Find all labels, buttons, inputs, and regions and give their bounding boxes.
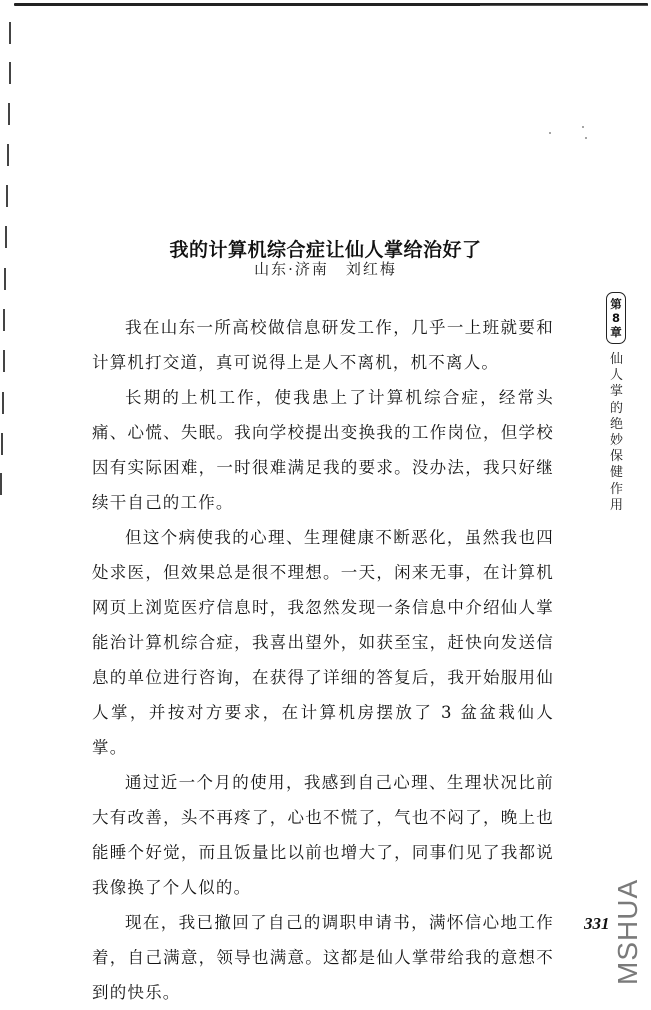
paragraph: 但这个病使我的心理、生理健康不断恶化，虽然我也四处求医，但效果总是很不理想。一天，闲来无事，在计算机网页上浏览医疗信息时，我忽然发现一条信息中介绍仙人掌能治计算机综合症，我喜出望外，如获至宝，赶快向发送信息的单位进行咨询，在获得了详细的答复后，我开始服用仙人掌，并按对方要求，在计算机房摆放了 3 盆盆栽仙人掌。 bbox=[92, 528, 554, 757]
binding-mark bbox=[3, 350, 5, 372]
scan-speck bbox=[585, 137, 587, 139]
chapter-tab-suffix: 章 bbox=[610, 325, 622, 339]
article-title: 我的计算机综合症让仙人掌给治好了 bbox=[169, 238, 482, 261]
chapter-tab-prefix: 第 bbox=[610, 297, 622, 311]
binding-mark bbox=[6, 185, 8, 207]
chapter-tab bbox=[606, 292, 626, 344]
paragraph: 我在山东一所高校做信息研发工作，几乎一上班就要和计算机打交道，真可说得上是人不离机，机不离人。 bbox=[92, 318, 554, 372]
binding-mark bbox=[7, 144, 9, 166]
article-byline: 山东·济南 刘红梅 bbox=[254, 260, 397, 278]
chapter-tab-number: 8 bbox=[611, 311, 620, 325]
binding-mark bbox=[9, 62, 11, 84]
paragraph: 通过近一个月的使用，我感到自己心理、生理状况比前大有改善，头不再疼了，心也不慌了，气也不闷了，晚上也能睡个好觉，而且饭量比以前也增大了，同事们见了我都说我像换了个人似的。 bbox=[92, 773, 554, 897]
paragraph: 长期的上机工作，使我患上了计算机综合症，经常头痛、心慌、失眠。我向学校提出变换我的工作岗位，但学校因有实际困难，一时很难满足我的要求。没办法，我只好继续干自己的工作。 bbox=[92, 388, 554, 512]
binding-mark bbox=[1, 433, 3, 455]
binding-mark bbox=[3, 309, 5, 331]
binding-mark bbox=[8, 103, 10, 125]
binding-mark bbox=[0, 473, 2, 495]
chapter-running-title: 仙人掌的绝妙保健作用 bbox=[609, 352, 623, 513]
scan-speck bbox=[582, 126, 584, 128]
paragraph: 现在，我已撤回了自己的调职申请书，满怀信心地工作着，自己满意，领导也满意。这都是仙人掌带给我的意想不到的快乐。 bbox=[92, 913, 554, 1002]
binding-mark bbox=[9, 22, 11, 44]
header-rule-thin bbox=[480, 5, 648, 6]
article-body bbox=[92, 310, 554, 1010]
scan-speck bbox=[549, 132, 551, 134]
binding-mark bbox=[2, 392, 4, 414]
page-number: 331 bbox=[584, 914, 610, 933]
watermark: MSHUA bbox=[612, 878, 643, 985]
